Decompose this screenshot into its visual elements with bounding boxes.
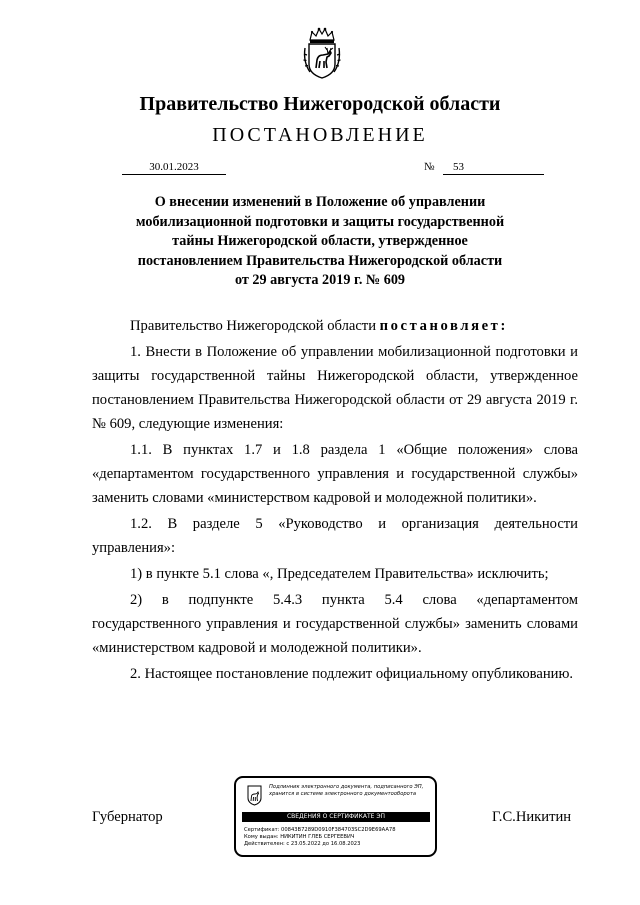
certificate-validity: Действителен: с 23.05.2022 до 16.08.2023 xyxy=(244,841,361,847)
certificate-serial: Сертификат: 00843B7289D0910F384703SC2D9E69AA78 xyxy=(244,827,396,833)
preamble-verb: постановляет: xyxy=(379,318,508,334)
document-number: 53 xyxy=(443,160,544,175)
coat-of-arms-icon xyxy=(302,26,342,80)
document-subject xyxy=(100,193,540,291)
signer-position: Губернатор xyxy=(92,809,163,825)
certificate-owner: Кому выдан: НИКИТИН ГЛЕБ СЕРГЕЕВИЧ xyxy=(244,834,355,840)
stamp-note xyxy=(269,784,434,798)
paragraph-2: 2. Настоящее постановление подлежит официальному опубликованию. xyxy=(130,665,574,682)
document-type: ПОСТАНОВЛЕНИЕ xyxy=(212,124,428,146)
coat-of-arms-icon xyxy=(247,785,262,806)
stamp-header: СВЕДЕНИЯ О СЕРТИФИКАТЕ ЭП xyxy=(242,812,430,822)
subject-line: О внесении изменений в Положение об управлении xyxy=(154,194,486,210)
government-title: Правительство Нижегородской области xyxy=(139,93,501,115)
subparagraph-1: 1) в пункте 5.1 слова «, Председателем Правительства» исключить; xyxy=(130,566,549,583)
paragraph-1: 1. Внести в Положение об управлении мобилизационной подготовки и защиты государственной тайны Нижегородской области, утвержденное постановлением Правительства Нижегородской области от 29 августа 2019 г. № 609, следующие изменения: xyxy=(92,343,578,433)
document-body xyxy=(92,314,578,688)
subparagraph-2: 2) в подпункте 5.4.3 пункта 5.4 слова «департаментом государственного управления и государственной службы» заменить словами «министерством кадровой и молодежной политики». xyxy=(92,591,578,657)
stamp-note-line: хранится в системе электронного документооборота xyxy=(269,791,417,797)
preamble-text: Правительство Нижегородской области xyxy=(130,318,376,334)
subject-line: мобилизационной подготовки и защиты государственной xyxy=(135,213,505,230)
subject-line: от 29 августа 2019 г. № 609 xyxy=(234,272,406,289)
preamble xyxy=(92,314,578,338)
stamp-note-line: Подлинник электронного документа, подписанного ЭП, xyxy=(269,784,424,790)
subject-line: постановлением Правительства Нижегородской области xyxy=(137,252,503,269)
document-date: 30.01.2023 xyxy=(122,160,226,175)
subject-line: тайны Нижегородской области, утвержденное xyxy=(172,233,468,250)
electronic-signature-stamp xyxy=(234,776,437,857)
paragraph-1-1: 1.1. В пунктах 1.7 и 1.8 раздела 1 «Общие положения» слова «департаментом государственного управления и государственной службы» заменить словами «министерством кадровой и молодежной политики». xyxy=(92,442,578,507)
certificate-info xyxy=(244,827,432,848)
signer-name: Г.С.Никитин xyxy=(492,809,572,825)
document-number-label: № xyxy=(424,161,435,173)
paragraph-1-2: 1.2. В разделе 5 «Руководство и организация деятельности управления»: xyxy=(92,516,578,557)
